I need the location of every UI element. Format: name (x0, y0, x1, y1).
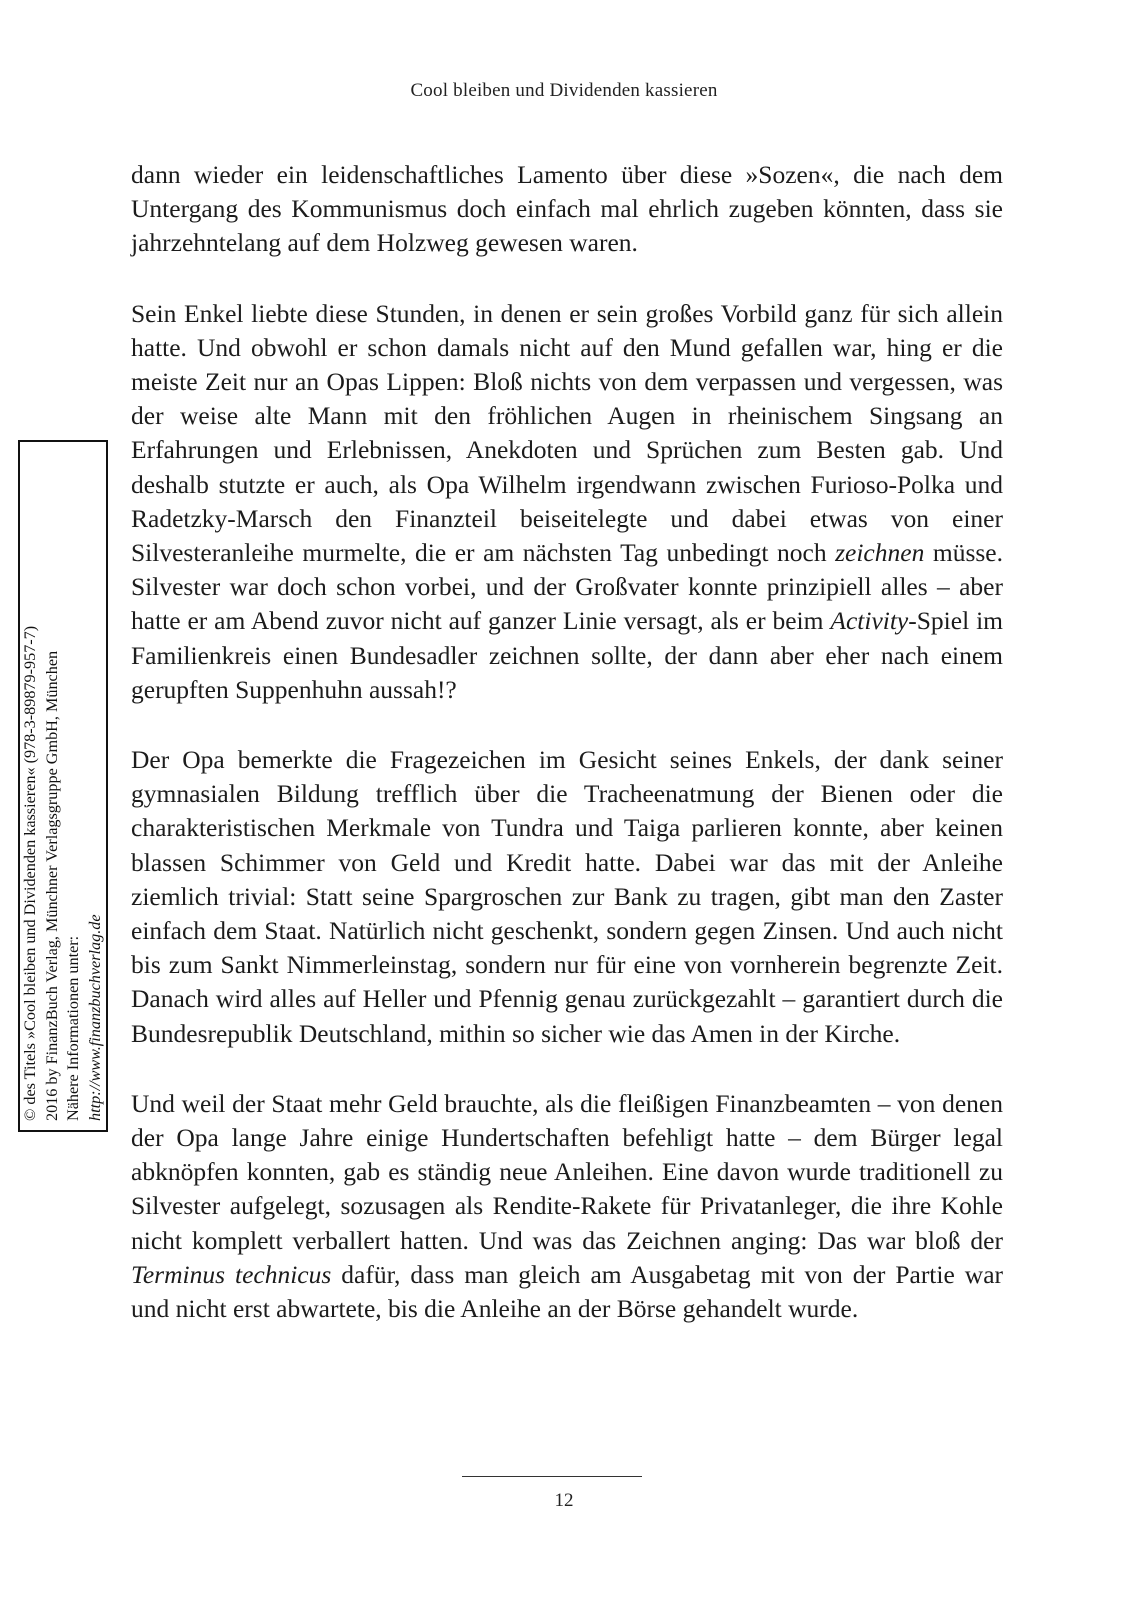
paragraph-1: dann wieder ein leidenschaftliches Lamento über diese »Sozen«, die nach dem Untergang des Kommunismus doch einfach mal ehrlich zugeben könnten, dass sie jahrzehntelang auf dem Holzweg gewesen waren. (131, 160, 1003, 258)
paragraph-4-text-a: Und weil der Staat mehr Geld brauchte, als die fleißigen Finanzbeamten – von denen der Opa lange Jahre einige Hundertschaften befehligt hatte – dem Bürger legal abknöpfen konnten, gab es ständig neue Anleihen. Eine davon wurde traditionell zu Silvester aufgelegt, sozusagen als Rendite-Rakete für Privatanleger, die ihre Kohle nicht komplett verballert hatten. Und was das Zeichnen anging: Das war bloß der (131, 1088, 1003, 1255)
copyright-line-3 (63, 451, 106, 1121)
paragraph-2 (131, 297, 1003, 707)
paragraph-2-italic-a: zeichnen (835, 538, 925, 568)
copyright-line-1: © des Titels »Cool bleiben und Dividenden kassieren« (978-3-89879-957-7) (21, 625, 39, 1121)
copyright-info-label: Nähere Informationen unter: (64, 935, 82, 1121)
paragraph-4-text-b: dafür, dass man gleich am Ausgabetag mit von der Partie war und nicht erst abwartete, bis die Anleihe an der Börse gehandelt wurde. (131, 1259, 1004, 1324)
paragraph-2-text-b: müsse. Silvester war doch schon vorbei, und der Großvater konnte prinzipiell alles – aber hatte er am Abend zuvor nicht auf ganzer Linie versagt, als er beim (131, 538, 1003, 636)
paragraph-2-italic-b: Activity (830, 606, 909, 636)
copyright-sidebar-box (18, 440, 108, 1132)
copyright-line-2: 2016 by FinanzBuch Verlag, Münchner Verlagsgruppe GmbH, München (42, 650, 61, 1121)
copyright-notice (20, 451, 106, 1121)
footer-divider (462, 1476, 642, 1477)
running-header: Cool bleiben und Dividenden kassieren (410, 80, 718, 101)
paragraph-4-italic: Terminus technicus (131, 1259, 332, 1289)
paragraph-3: Der Opa bemerkte die Fragezeichen im Gesicht seines Enkels, der dank seiner gymnasialen Bildung trefflich über die Tracheenatmung der Bienen oder die charakteristischen Merkmale von Tundra und Taiga parlieren konnte, aber keinen blassen Schimmer von Geld und Kredit hatte. Dabei war das mit der Anleihe ziemlich trivial: Statt seine Spargroschen zur Bank zu tragen, gibt man den Zaster einfach dem Staat. Natürlich nicht geschenkt, sondern gegen Zinsen. Und auch nicht bis zum Sankt Nimmerleinstag, sondern nur für eine von vornherein begrenzte Zeit. Danach wird alles auf Heller und Pfennig genau zurückgezahlt – garantiert durch die Bundesrepublik Deutschland, mithin so sicher wie das Amen in der Kirche. (131, 745, 1003, 1048)
page-number: 12 (554, 1490, 574, 1511)
publisher-link[interactable]: http://www.finanzbuchverlag.de (85, 914, 104, 1121)
page-body (131, 158, 1003, 1362)
paragraph-2-text-c: -Spiel im Familienkreis einen Bundesadler zeichnen sollte, der dann aber eher nach einem gerupften Suppenhuhn aussah!? (131, 606, 1003, 704)
paragraph-2-text-a: Sein Enkel liebte diese Stunden, in denen er sein großes Vorbild ganz für sich allein hatte. Und obwohl er schon damals nicht auf den Mund gefallen war, hing er die meiste Zeit nur an Opas Lippen: Bloß nichts von dem verpassen und vergessen, was der weise alte Mann mit den fröhlichen Augen in rheinischem Singsang an Erfahrungen und Erlebnissen, Anekdoten und Sprüchen zum Besten gab. Und deshalb stutzte er auch, als Opa Wilhelm irgendwann zwischen Furioso-Polka und Radetzky-Marsch den Finanzteil beiseitelegte und dabei etwas von einer Silvesteranleihe murmelte, die er am nächsten Tag unbedingt noch (131, 298, 1003, 568)
paragraph-4 (131, 1087, 1003, 1326)
